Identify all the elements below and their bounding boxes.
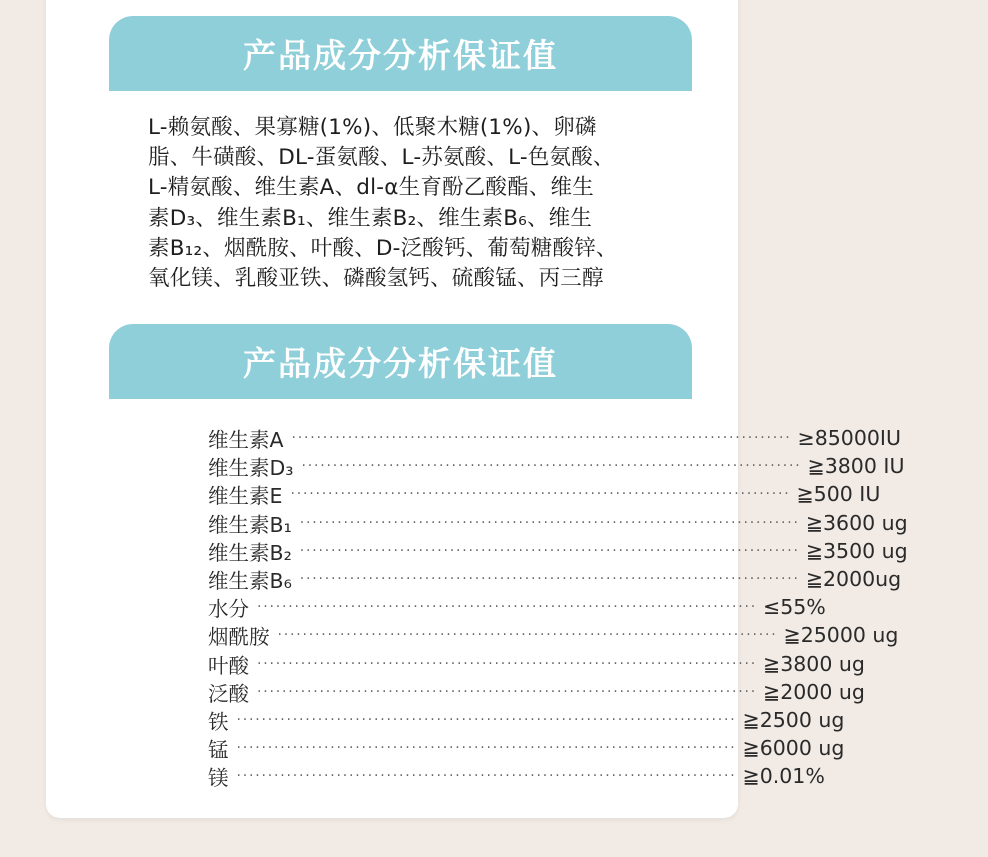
table-row <box>208 452 905 481</box>
leader-dots: ················································································ <box>290 486 791 503</box>
section-title-banner <box>109 324 692 399</box>
ingredient-line: 素B₁₂、烟酰胺、叶酸、D-泛酸钙、葡萄糖酸锌、 <box>148 235 618 261</box>
nutrient-value: ≧500 IU <box>796 482 881 507</box>
nutrient-name: 维生素B₁ <box>208 512 292 537</box>
table-row <box>208 762 825 791</box>
nutrient-value: ≧3800 IU <box>807 454 905 479</box>
leader-dots: ················································································ <box>301 458 802 475</box>
nutrient-name: 水分 <box>208 597 249 622</box>
table-row <box>208 678 865 706</box>
nutrient-value: ≧25000 ug <box>783 623 899 648</box>
nutrient-value: ≧0.01% <box>742 764 825 789</box>
nutrient-value: ≥85000IU <box>797 426 901 451</box>
nutrient-name: 叶酸 <box>208 653 249 678</box>
nutrient-value: ≧6000 ug <box>742 736 845 761</box>
nutrient-value: ≤55% <box>763 595 826 620</box>
section-title: 产品成分分析保证值 <box>243 344 558 383</box>
table-row <box>208 621 899 650</box>
nutrient-name: 维生素E <box>208 484 283 509</box>
nutrient-name: 泛酸 <box>208 681 249 706</box>
leader-dots: ················································································ <box>299 542 800 559</box>
nutrient-value: ≧2000ug <box>805 567 902 592</box>
section-title-banner <box>109 16 692 91</box>
table-row <box>208 593 826 622</box>
ingredient-line: L-赖氨酸、果寡糖(1%)、低聚木糖(1%)、卵磷 <box>148 115 597 140</box>
leader-dots: ················································································ <box>277 627 778 644</box>
nutrient-name: 维生素B₂ <box>208 540 292 565</box>
ingredient-line: 脂、牛磺酸、DL-蛋氨酸、L-苏氨酸、L-色氨酸、 <box>148 145 615 171</box>
table-row <box>208 480 881 509</box>
nutrient-name: 镁 <box>208 766 229 791</box>
nutrient-value: ≧2000 ug <box>763 679 865 704</box>
table-row <box>208 509 908 537</box>
table-row <box>208 650 865 678</box>
nutrient-value: ≧2500 ug <box>742 707 845 732</box>
nutrient-name: 维生素B₆ <box>208 569 292 594</box>
table-row <box>208 706 845 734</box>
section-title: 产品成分分析保证值 <box>243 36 558 75</box>
leader-dots: ················································································ <box>236 768 737 785</box>
nutrient-name: 维生素A <box>208 428 284 453</box>
table-row <box>208 424 901 453</box>
nutrient-value: ≧3600 ug <box>805 510 908 535</box>
nutrient-value: ≧3500 ug <box>805 538 908 563</box>
ingredient-line: 素D₃、维生素B₁、维生素B₂、维生素B₆、维生 <box>148 205 593 231</box>
leader-dots: ················································································ <box>299 571 800 588</box>
table-row <box>208 537 908 565</box>
nutrient-name: 烟酰胺 <box>208 625 270 650</box>
leader-dots: ················································································ <box>299 514 800 531</box>
ingredient-line: 氧化镁、乳酸亚铁、磷酸氢钙、硫酸锰、丙三醇 <box>148 266 604 292</box>
nutrient-value: ≧3800 ug <box>763 651 865 676</box>
nutrient-name: 锰 <box>208 738 229 763</box>
nutrient-name: 维生素D₃ <box>208 456 294 481</box>
ingredient-line: L-精氨酸、维生素A、dl-α生育酚乙酸酯、维生 <box>148 175 594 201</box>
leader-dots: ················································································ <box>257 683 758 700</box>
nutrient-table <box>208 424 908 791</box>
leader-dots: ················································································ <box>257 655 758 672</box>
table-row <box>208 565 902 594</box>
table-row <box>208 734 845 763</box>
leader-dots: ················································································ <box>291 430 792 447</box>
ingredient-list <box>148 113 688 294</box>
leader-dots: ················································································ <box>257 599 758 616</box>
leader-dots: ················································································ <box>236 711 737 728</box>
leader-dots: ················································································ <box>236 740 737 757</box>
nutrient-name: 铁 <box>208 709 229 734</box>
